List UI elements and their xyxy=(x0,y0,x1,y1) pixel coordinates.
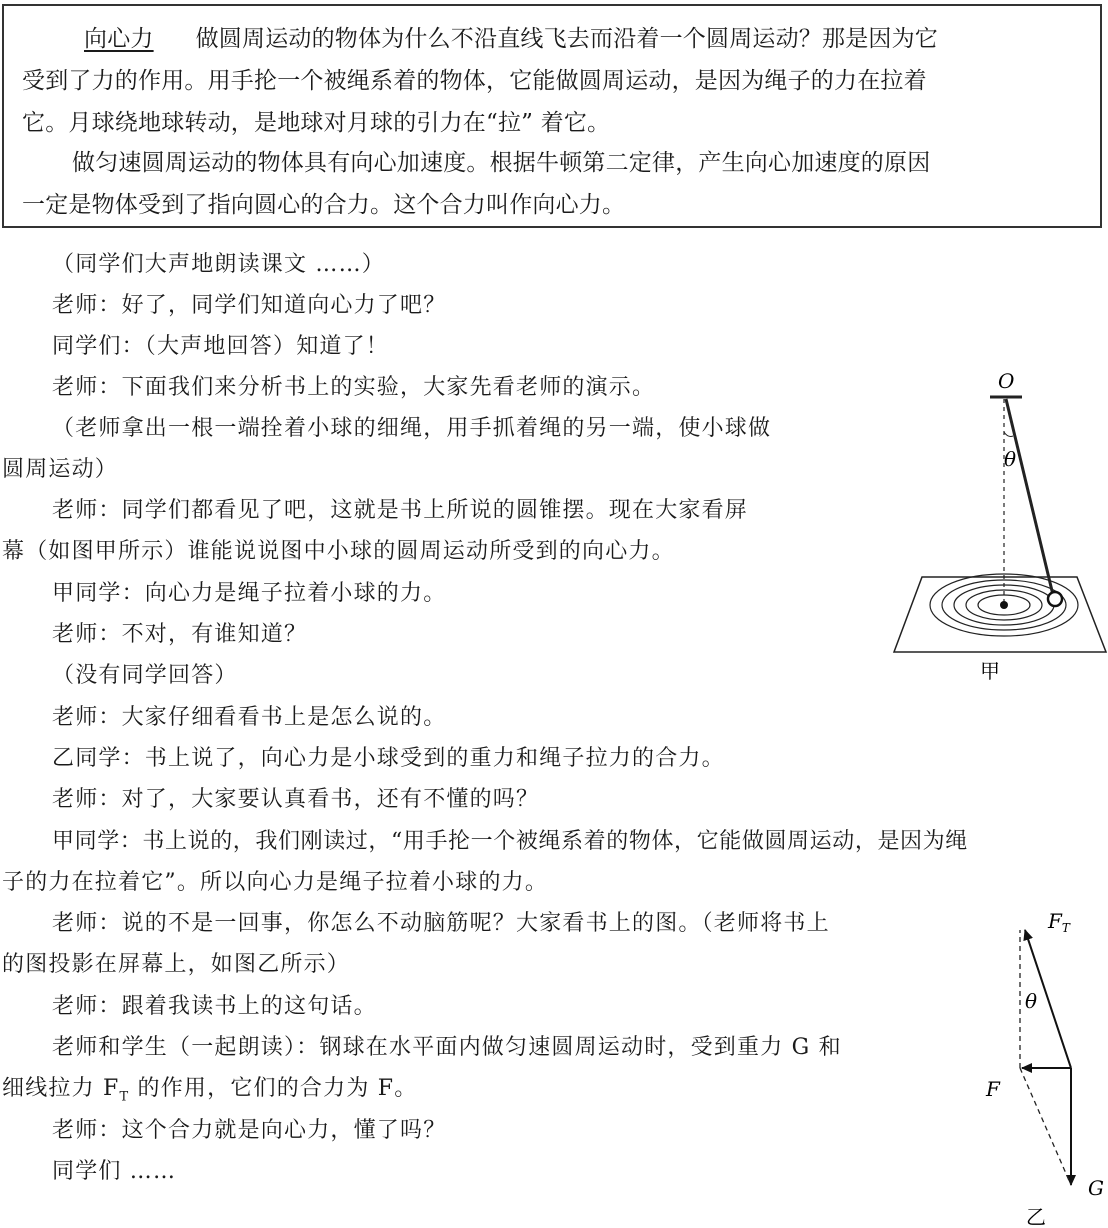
center-point xyxy=(1000,601,1008,609)
ft-label: $F_T$ xyxy=(1048,909,1070,935)
point-o-label: O xyxy=(998,369,1015,393)
conical-pendulum-figure xyxy=(880,360,1108,690)
dialogue-line: 乙同学：书上说了，向心力是小球受到的重力和绳子拉力的合力。 xyxy=(52,746,725,771)
force-diagram-figure xyxy=(970,900,1108,1228)
ball xyxy=(1048,592,1062,606)
dialogue-line: 老师：大家仔细看看书上是怎么说的。 xyxy=(52,705,447,730)
string xyxy=(1006,399,1053,595)
excerpt-line-4: 做匀速圆周运动的物体具有向心加速度。根据牛顿第二定律，产生向心加速度的原因 xyxy=(72,150,931,176)
dialogue-line: 老师：这个合力就是向心力，懂了吗？ xyxy=(52,1118,447,1143)
dialogue-line: （老师拿出一根一端拴着小球的细绳，用手抓着绳的另一端，使小球做 xyxy=(52,416,772,441)
dialogue-line: 老师：对了，大家要认真看书，还有不懂的吗？ xyxy=(52,787,540,812)
dialogue-line: 同学们：（大声地回答）知道了！ xyxy=(52,334,390,359)
dialogue-line: 甲同学：向心力是绳子拉着小球的力。 xyxy=(52,581,447,606)
dialogue-line: 老师和学生（一起朗读）：钢球在水平面内做匀速圆周运动时，受到重力 G 和 xyxy=(52,1035,842,1060)
g-label: G xyxy=(1088,1176,1104,1200)
dialogue-line: 老师：说的不是一回事，你怎么不动脑筋呢？大家看书上的图。（老师将书上 xyxy=(52,911,830,936)
dialogue-line: 老师：好了，同学们知道向心力了吧？ xyxy=(52,293,447,318)
dialogue-line: 老师：同学们都看见了吧，这就是书上所说的圆锥摆。现在大家看屏 xyxy=(52,498,749,523)
dialogue-line: 老师：不对，有谁知道？ xyxy=(52,622,308,647)
dialogue-line: （同学们大声地朗读课文 ……） xyxy=(52,252,385,277)
excerpt-line-1: 向心力 做圆周运动的物体为什么不沿直线飞去而沿着一个圆周运动？那是因为它 xyxy=(84,26,939,52)
excerpt-line-2: 受到了力的作用。用手抡一个被绳系着的物体，它能做圆周运动，是因为绳子的力在拉着 xyxy=(22,68,927,94)
dialogue-line: 圆周运动） xyxy=(2,457,119,482)
figure-a-caption: 甲 xyxy=(980,659,1000,683)
dialogue-line: 老师：下面我们来分析书上的实验，大家先看老师的演示。 xyxy=(52,375,656,400)
excerpt-title: 向心力 xyxy=(84,26,154,52)
angle-arc xyxy=(1004,432,1013,437)
excerpt-line-3: 它。月球绕地球转动，是地球对月球的引力在“拉” 着它。 xyxy=(22,110,611,136)
dialogue-line: 老师：跟着我读书上的这句话。 xyxy=(52,994,377,1019)
excerpt-line-5: 一定是物体受到了指向圆心的合力。这个合力叫作向心力。 xyxy=(22,192,626,218)
theta-label: θ xyxy=(1025,989,1038,1013)
dialogue-line: 幕（如图甲所示）谁能说说图中小球的圆周运动所受到的向心力。 xyxy=(2,539,675,564)
resultant-dashed xyxy=(1020,1068,1071,1185)
dialogue-line: 的图投影在屏幕上，如图乙所示） xyxy=(2,952,351,977)
dialogue-line: 甲同学：书上说的，我们刚读过，“用手抡一个被绳系着的物体，它能做圆周运动，是因为绳 xyxy=(52,829,968,854)
textbook-excerpt-box xyxy=(2,4,1102,228)
f-label: F xyxy=(986,1077,1000,1101)
theta-label: θ xyxy=(1004,447,1017,471)
figure-b-caption: 乙 xyxy=(1026,1205,1046,1228)
dialogue-line: （没有同学回答） xyxy=(52,663,238,688)
dialogue-line: 子的力在拉着它”。所以向心力是绳子拉着小球的力。 xyxy=(2,870,549,895)
dialogue-line: 同学们 …… xyxy=(52,1159,177,1184)
subscript-t: T xyxy=(119,1089,130,1105)
dialogue-line: 细线拉力 $F_T$ 的作用，它们的合力为 F。 xyxy=(2,1076,418,1105)
